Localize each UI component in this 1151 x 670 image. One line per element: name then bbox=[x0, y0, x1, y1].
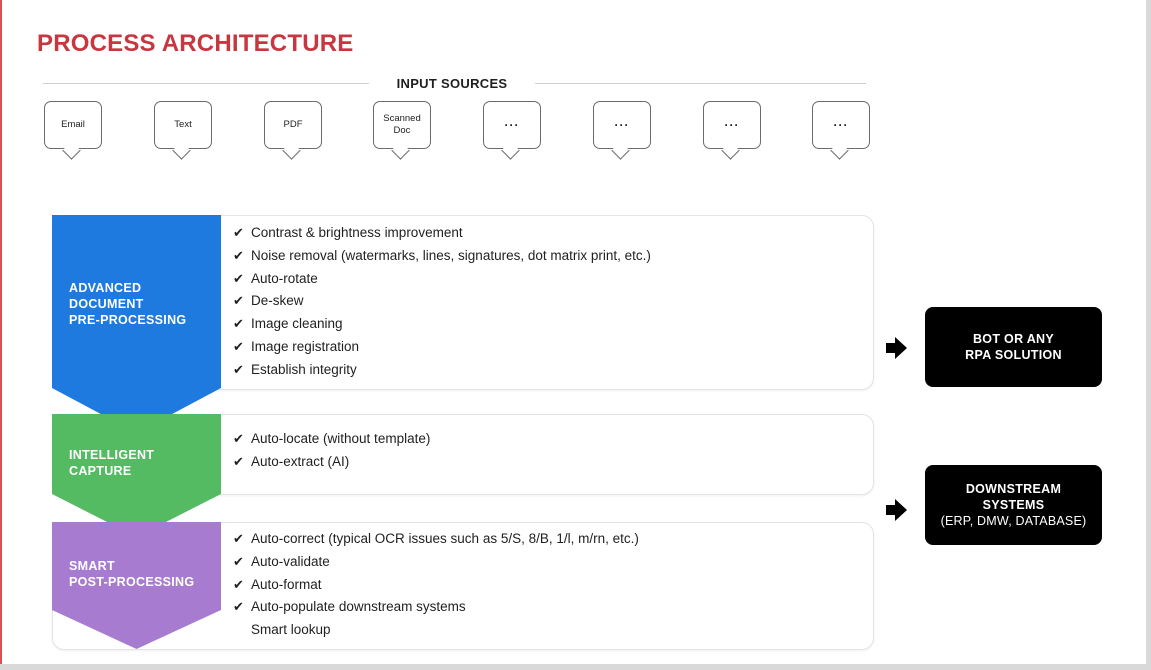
callout-bubble-icon bbox=[501, 141, 519, 159]
list-item-text: Auto-extract (AI) bbox=[251, 453, 350, 469]
output-subtitle: (ERP, DMW, DATABASE) bbox=[940, 514, 1087, 528]
check-icon: ✔ bbox=[233, 453, 244, 469]
check-icon: ✔ bbox=[233, 553, 244, 569]
list-item bbox=[233, 596, 639, 619]
stage-preprocessing-label: ADVANCED DOCUMENT PRE-PROCESSING bbox=[69, 281, 187, 327]
list-item bbox=[233, 528, 639, 551]
callout-bubble-icon bbox=[282, 141, 300, 159]
frame-right-border bbox=[1146, 0, 1151, 670]
list-item bbox=[233, 551, 639, 574]
list-item bbox=[233, 290, 651, 313]
input-source-email bbox=[44, 101, 102, 149]
input-source-label: ··· bbox=[614, 118, 630, 132]
callout-bubble-icon bbox=[172, 141, 190, 159]
callout-bubble-icon bbox=[830, 141, 848, 159]
frame-left-border bbox=[0, 0, 2, 670]
input-sources-divider-left bbox=[43, 83, 369, 84]
check-icon: ✔ bbox=[233, 270, 244, 286]
output-downstream-systems bbox=[925, 465, 1102, 545]
input-source-scanned-doc bbox=[373, 101, 431, 149]
list-item-text: Contrast & brightness improvement bbox=[251, 225, 463, 240]
stage-postprocessing-items bbox=[233, 528, 639, 642]
list-item bbox=[233, 574, 639, 597]
arrow-shape bbox=[886, 337, 907, 359]
check-icon: ✔ bbox=[233, 247, 244, 263]
list-item-text: Auto-populate downstream systems bbox=[251, 599, 466, 615]
input-source-more-2 bbox=[593, 101, 651, 149]
callout-bubble-icon bbox=[62, 141, 80, 159]
input-source-more-3 bbox=[703, 101, 761, 149]
callout-bubble-icon bbox=[611, 141, 629, 159]
output-rpa-solution bbox=[925, 307, 1102, 387]
list-item bbox=[233, 336, 651, 359]
list-item bbox=[233, 222, 651, 245]
check-icon: ✔ bbox=[233, 225, 244, 240]
input-source-label: ··· bbox=[833, 118, 849, 132]
list-item-text: Auto-rotate bbox=[251, 270, 318, 286]
list-item bbox=[233, 245, 651, 268]
list-item bbox=[233, 268, 651, 291]
stage-postprocessing-label: SMART POST-PROCESSING bbox=[69, 559, 195, 589]
list-item bbox=[233, 359, 651, 382]
input-source-more-1 bbox=[483, 101, 541, 149]
input-source-label: Scanned Doc bbox=[383, 113, 421, 136]
list-item-text: Auto-format bbox=[251, 576, 322, 592]
list-item bbox=[233, 451, 430, 474]
arrow-right-icon bbox=[886, 499, 908, 521]
list-item-text: Noise removal (watermarks, lines, signatures, dot matrix print, etc.) bbox=[251, 247, 651, 263]
callout-bubble-icon bbox=[721, 141, 739, 159]
list-item bbox=[233, 313, 651, 336]
list-item-text: De-skew bbox=[251, 293, 304, 309]
input-source-text bbox=[154, 101, 212, 149]
check-icon: ✔ bbox=[233, 576, 244, 592]
page-title: PROCESS ARCHITECTURE bbox=[37, 30, 354, 57]
stage-capture-label: INTELLIGENT CAPTURE bbox=[69, 448, 155, 478]
check-icon: ✔ bbox=[233, 531, 244, 546]
input-sources-divider-right bbox=[535, 83, 866, 84]
check-icon: ✔ bbox=[233, 361, 244, 377]
list-item-text: Smart lookup bbox=[251, 622, 331, 638]
check-icon: ✔ bbox=[233, 338, 244, 354]
list-item-text: Auto-correct (typical OCR issues such as 5/S, 8/B, 1/l, m/rn, etc.) bbox=[251, 531, 639, 546]
list-item-text: Image cleaning bbox=[251, 316, 343, 332]
arrow-right-icon bbox=[886, 337, 908, 359]
list-item-text: Establish integrity bbox=[251, 361, 357, 377]
input-source-more-4 bbox=[812, 101, 870, 149]
list-item-text: Auto-locate (without template) bbox=[251, 431, 431, 446]
input-source-label: ··· bbox=[504, 118, 520, 132]
output-title: DOWNSTREAM SYSTEMS bbox=[965, 482, 1062, 512]
input-source-pdf bbox=[264, 101, 322, 149]
check-icon: ✔ bbox=[233, 293, 244, 309]
list-item bbox=[233, 619, 639, 642]
stage-capture-items bbox=[233, 428, 430, 474]
list-item-text: Auto-validate bbox=[251, 553, 330, 569]
check-icon: ✔ bbox=[233, 431, 244, 446]
input-sources-heading: INPUT SOURCES bbox=[396, 76, 508, 91]
input-source-label: ··· bbox=[724, 118, 740, 132]
list-item bbox=[233, 428, 430, 451]
callout-bubble-icon bbox=[391, 141, 409, 159]
list-item-text: Image registration bbox=[251, 338, 360, 354]
input-source-label: Email bbox=[61, 119, 85, 130]
stage-preprocessing-items bbox=[233, 222, 651, 382]
check-icon: ✔ bbox=[233, 599, 244, 615]
arrow-shape bbox=[886, 499, 907, 521]
frame-bottom-border bbox=[0, 664, 1151, 670]
check-icon: ✔ bbox=[233, 316, 244, 332]
output-title: BOT OR ANY RPA SOLUTION bbox=[965, 332, 1062, 362]
input-source-label: Text bbox=[174, 119, 192, 130]
input-source-label: PDF bbox=[283, 119, 303, 130]
